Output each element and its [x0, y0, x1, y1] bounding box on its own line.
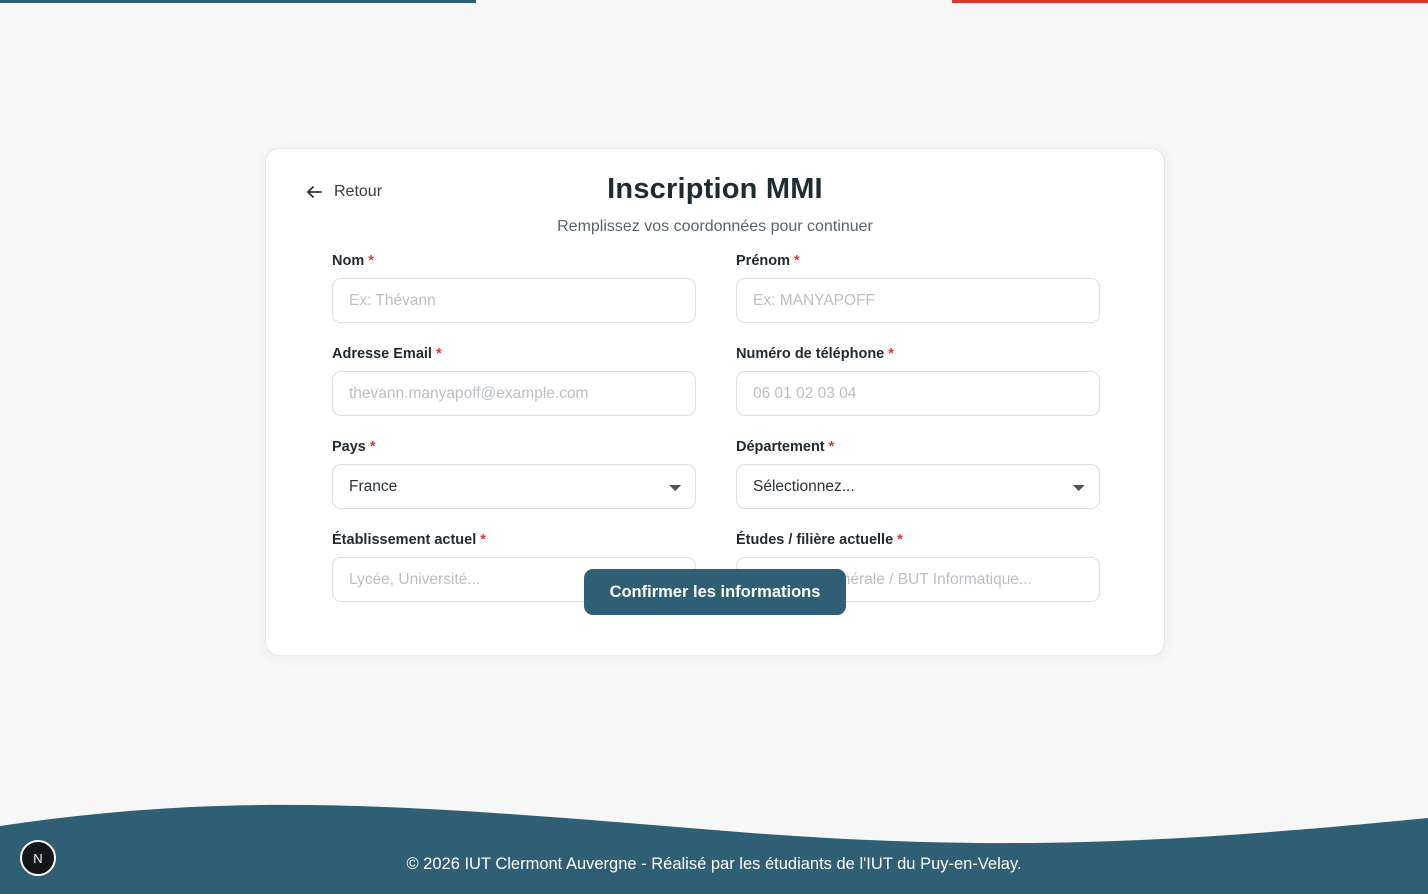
- required-marker: *: [888, 346, 894, 362]
- label-pays: [332, 439, 696, 455]
- back-button[interactable]: [304, 182, 382, 202]
- progress-segment-empty: [476, 0, 952, 3]
- progress-segment-dark: [0, 0, 476, 3]
- avatar-initial: N: [33, 850, 43, 866]
- required-marker: *: [480, 532, 486, 548]
- label-departement: [736, 439, 1100, 455]
- required-marker: *: [368, 253, 374, 269]
- page-title: Inscription MMI: [607, 173, 823, 205]
- field-email: [332, 346, 696, 435]
- registration-form: [332, 249, 1100, 621]
- input-nom[interactable]: [332, 278, 696, 323]
- label-pays-text: Pays: [332, 439, 366, 455]
- back-button-label: Retour: [334, 183, 383, 200]
- required-marker: *: [828, 439, 835, 455]
- input-telephone[interactable]: [736, 371, 1100, 416]
- select-pays[interactable]: [332, 464, 696, 509]
- top-progress-bar: [0, 0, 1428, 3]
- label-email-text: Adresse Email: [332, 346, 432, 362]
- label-prenom: [736, 253, 1100, 269]
- input-prenom[interactable]: [736, 278, 1100, 323]
- submit-row: [266, 569, 1164, 615]
- footer-text: © 2026 IUT Clermont Auvergne - Réalisé par les étudiants de l'IUT du Puy-en-Velay.: [406, 854, 1022, 873]
- label-telephone: [736, 346, 1100, 362]
- label-telephone-text: Numéro de téléphone: [736, 346, 885, 362]
- field-telephone: [736, 346, 1100, 435]
- label-nom: [332, 253, 696, 269]
- field-pays: [332, 439, 696, 528]
- confirm-button[interactable]: Confirmer les informations: [584, 569, 847, 615]
- label-etablissement-text: Établissement actuel: [332, 532, 477, 548]
- required-marker: *: [897, 532, 903, 548]
- field-prenom: [736, 253, 1100, 342]
- label-prenom-text: Prénom: [736, 253, 790, 269]
- arrow-left-icon: [304, 182, 324, 202]
- label-nom-text: Nom: [332, 253, 365, 269]
- label-etudes: [736, 532, 1100, 548]
- label-etudes-text: Études / filière actuelle: [736, 532, 894, 548]
- input-email[interactable]: [332, 371, 696, 416]
- label-departement-text: Département: [736, 439, 825, 455]
- avatar[interactable]: [20, 840, 56, 876]
- page-subtitle: Remplissez vos coordonnées pour continuer: [557, 218, 873, 235]
- registration-card: [265, 148, 1165, 656]
- progress-segment-red: [952, 0, 1428, 3]
- field-departement: [736, 439, 1100, 528]
- label-email: [332, 346, 696, 362]
- required-marker: *: [369, 439, 376, 455]
- required-marker: *: [794, 253, 800, 269]
- required-marker: *: [435, 346, 442, 362]
- select-departement[interactable]: [736, 464, 1100, 509]
- label-etablissement: [332, 532, 696, 548]
- field-nom: [332, 253, 696, 342]
